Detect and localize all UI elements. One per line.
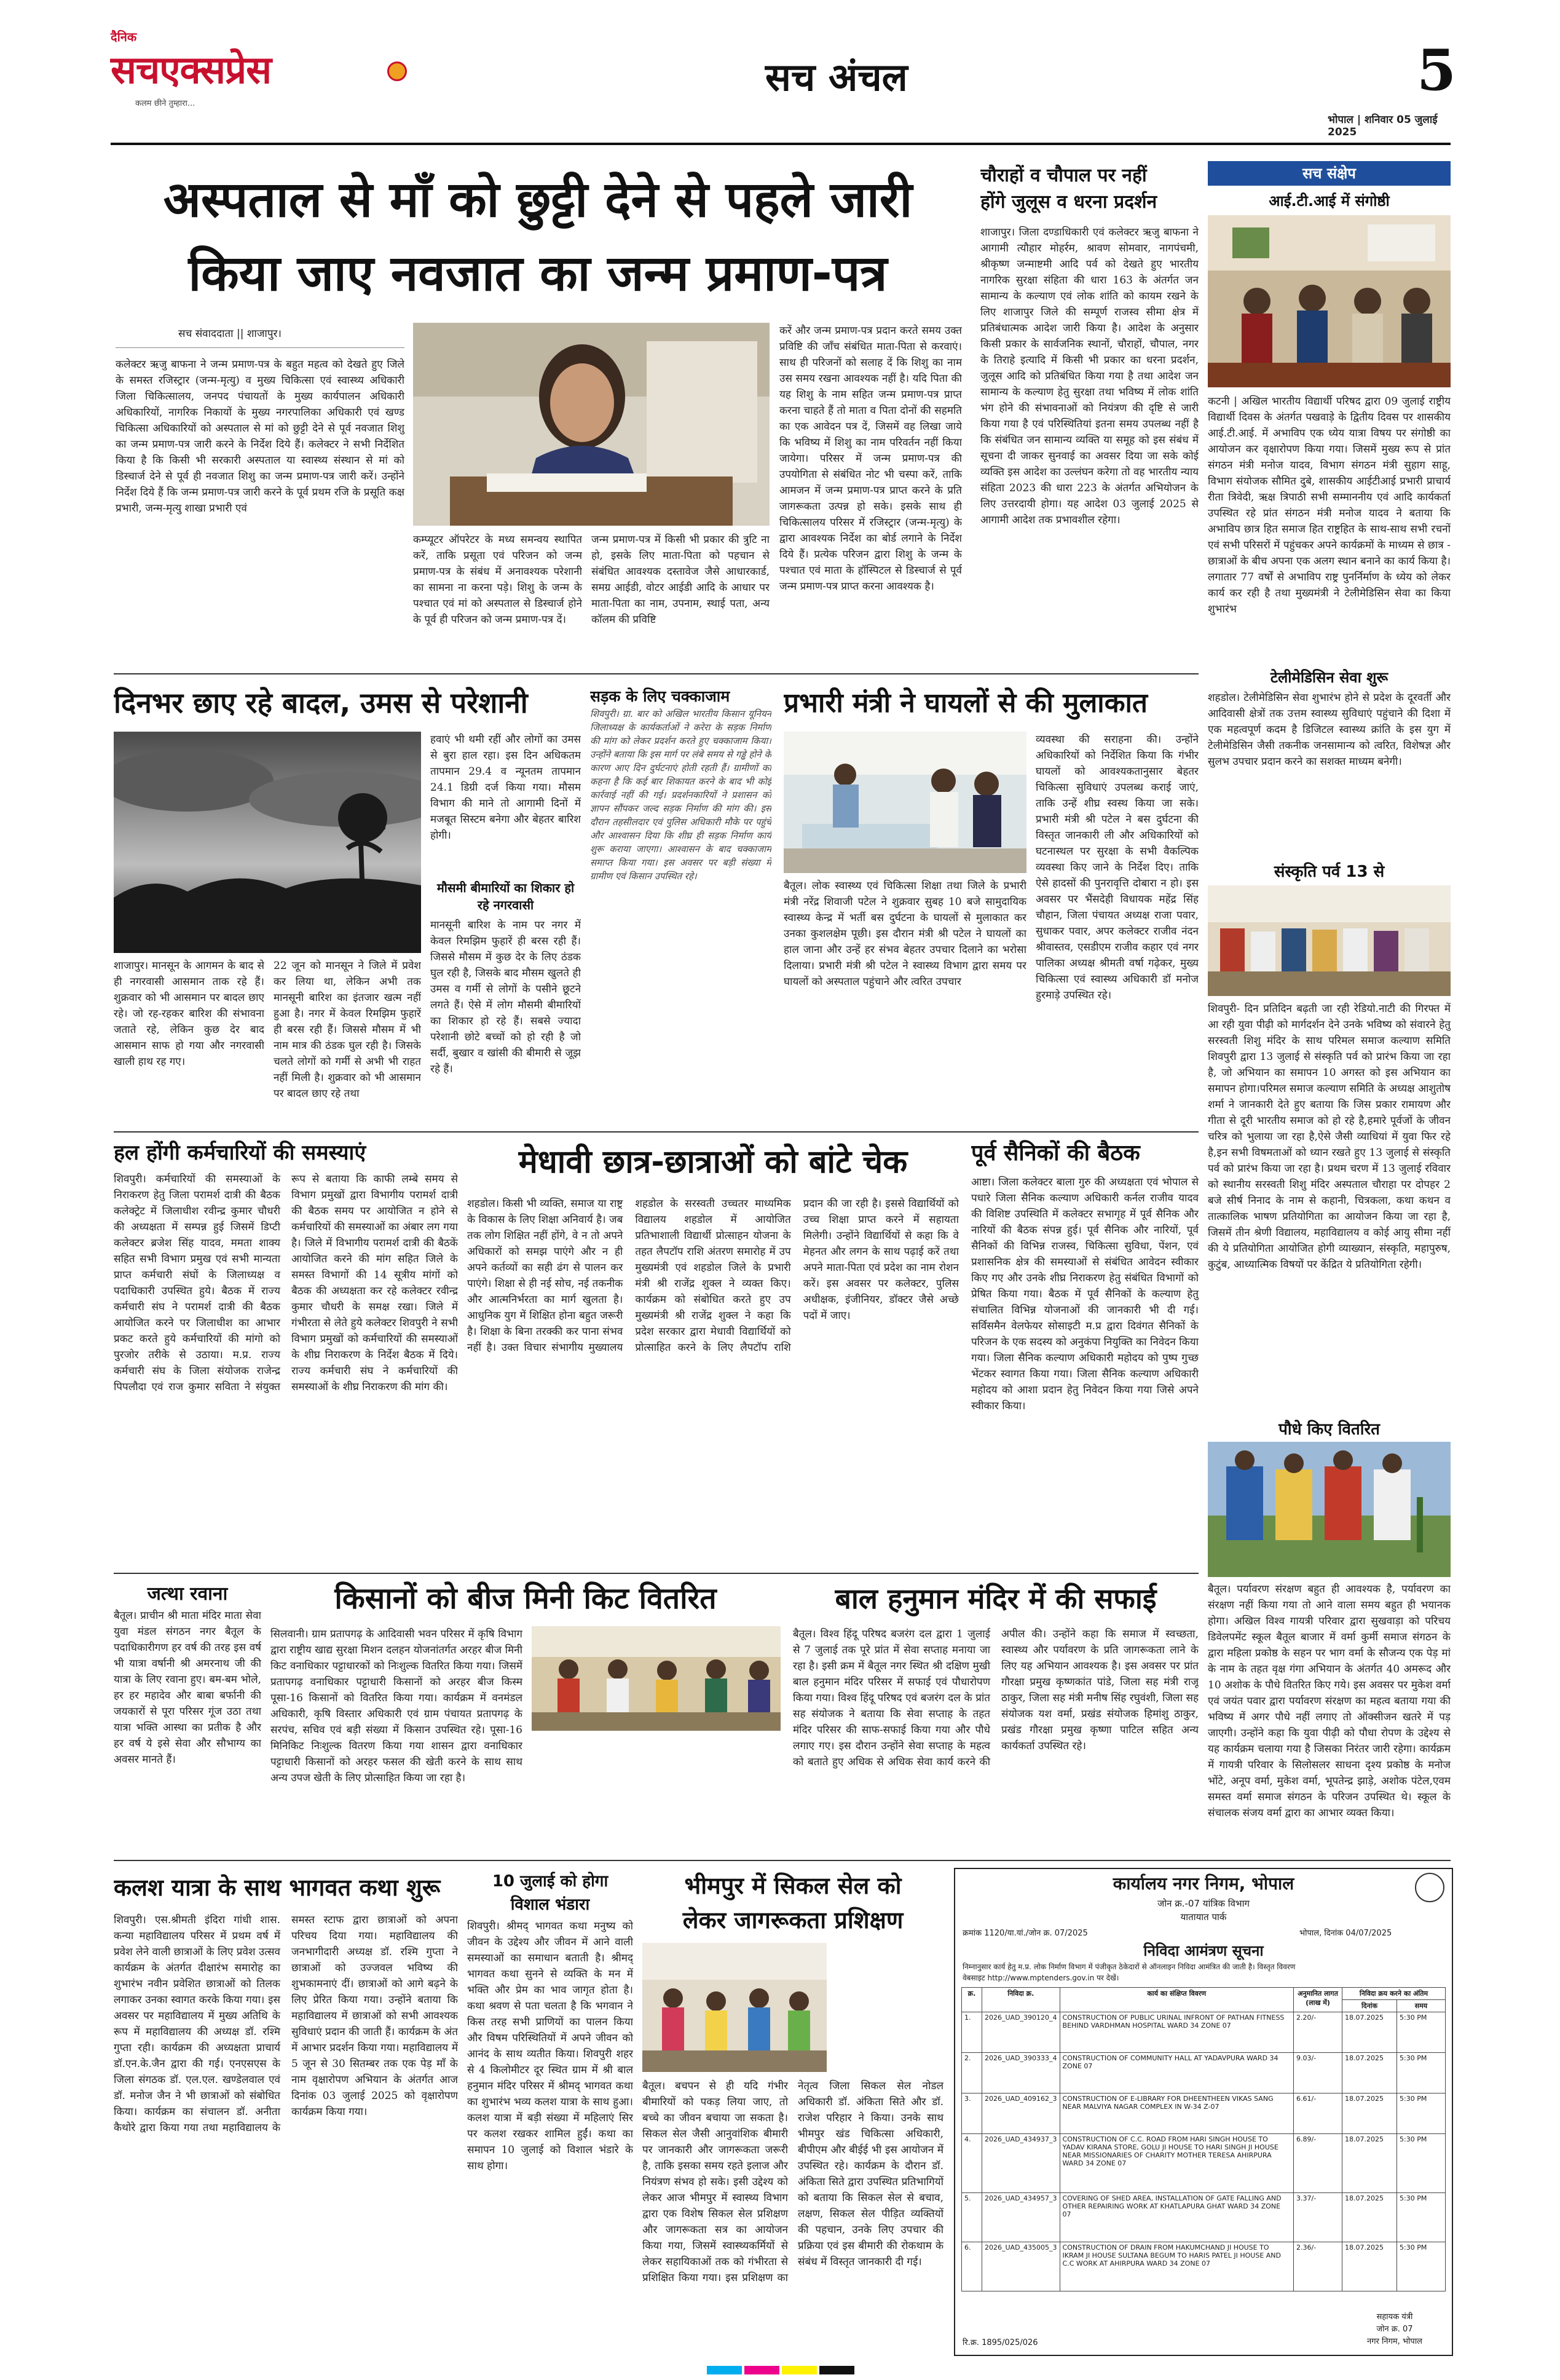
minister-body-2: व्यवस्था की सराहना की। उन्होंने अधिकारियों को निर्देशित किया कि गंभीर घायलों को आवश्यकतानुसार बेहतर चिकित्सा सुविधाएं उपलब्ध कराई जाएं, ताकि उन्हें शीघ्र स्वस्थ किया जा सके। प्रभारी मंत्री श्री पटेल ने बस दुर्घटना की विस्तृत जानकारी ली और अधिकारियों को घटनास्थल पर सुरक्षा के सभी वैकल्पिक व्यवस्था किए जाने के निर्देश दिए। ताकि ऐसे हादसों की पुनरावृत्ति दोबारा न हो। इस अवसर पर भैंसदेही विधायक महेंद्र सिंह चौहान, जिला पंचायत अध्यक्ष राजा पवार, सुधाकर पवार, अपर कलेक्टर राजीव नंदन श्रीवास्तव, एसडीएम राजीव कहार एवं नगर पालिका अध्यक्ष श्रीमती वर्षा गढ़ेकर, मुख्य चिकित्सा एवं स्वास्थ्य अधिकारी डॉ मनोज हुरमाड़े उपस्थित रहे। <box>1036 733 1199 1002</box>
kalash-body <box>114 1912 458 2361</box>
masthead-small: दैनिक <box>111 30 137 44</box>
weather-body-1: शाजापुर। मानसून के आगमन के बाद से ही नगरवासी आसमान ताक रहे हैं। शुक्रवार को भी आसमान पर बादल छाए रहे। जो रह-रहकर बारिश की संभावना जताते रहे, लेकिन कुछ देर बाद आसमान साफ हो गया और नगरवासी खाली हाथ रह गए। <box>114 960 264 1068</box>
tender-footer-no: रि.क्र. 1895/025/026 <box>963 2338 1038 2347</box>
lead-column-4: करें और जन्म प्रमाण-पत्र प्रदान करते समय उक्त प्रविष्टि की जाँच संबंधित माता-पिता से करवाएं। साथ ही परिजनों को सलाह दें कि शिशु का नाम उस समय रखना आवश्यक नहीं है। यदि पिता की यह शिशु के नाम सहित जन्म प्रमाण-पत्र प्राप्त करना चाहते हैं तो माता व पिता दोनों की सहमति का एक आवेदन पत्र दें, जिसमें वह लिखा जाये कि भविष्य में शिशु का नाम परिवर्तन नहीं किया जायेगा। परिसर में जन्म प्रमाण-पत्र की उपयोगिता से संबंधित नोट भी चस्पा करें, ताकि आमजन में जन्म प्रमाण-पत्र प्राप्त करने के प्रति जागरूकता उत्पन्न हो सके। इसके साथ ही चिकित्सालय परिसर में रजिस्ट्रार (जन्म-मृत्यु) के द्वारा आवश्यक निर्देश का बोर्ड लगाने के निर्देश दिये हैं। प्रत्येक परिजन द्वारा शिशु के जन्म के पश्चात एवं माता के हॉस्पिटल से डिस्चार्ज से पूर्व जन्म प्रमाण-पत्र प्राप्त करना आवश्यक है। <box>779 325 962 593</box>
temple-body <box>793 1626 1199 1851</box>
cell-date: 18.07.2025 <box>1342 2012 1397 2053</box>
cell-tender-no: 2026_UAD_390120_4 <box>982 2012 1060 2053</box>
bhandara-headline-line2: विशाल भंडारा <box>510 1896 590 1914</box>
sickle-body-text: बैतूल। बचपन से ही यदि गंभीर बीमारियों को पकड़ लिया जाए, तो बच्चे का जीवन बचाया जा सकता है। सिकल सेल जैसी आनुवांशिक बीमारी पर जानकारी और जागरूकता जरूरी है, ताकि इसका समय रहते इलाज और नियंत्रण संभव हो सके। इसी उद्देश्य को लेकर आज भीमपुर में स्वास्थ्य विभाग द्वारा एक विशेष सिकल सेल प्रशिक्षण और जागरूकता सत्र का आयोजन किया गया, जिसमें स्वास्थ्यकर्मियों से लेकर सहायिकाओं तक को गंभीरता से प्रशिक्षित किया गया। इस प्रशिक्षण का नेतृत्व जिला सिकल सेल नोडल अधिकारी डॉ. अंकिता सिते और डॉ. राजेश परिहार ने किया। उनके साथ भीमपुर खंड चिकित्सा अधिकारी, बीपीएम और बीईई भी इस आयोजन में उपस्थित रहे। कार्यक्रम के दौरान डॉ. अंकिता सिते द्वारा उपस्थित प्रतिभागियों को बताया कि सिकल सेल से बचाव, लक्षण, सिकल सेल पीड़ित व्यक्तियों की पहचान, उनके लिए उपचार की प्रक्रिया एवं इस बीमारी की रोकथाम के संबंध में विस्तृत जानकारी दी गई। <box>642 2080 943 2284</box>
bhandara-headline-line1: 10 जुलाई को होगा <box>492 1872 609 1891</box>
workers-headline: हल होंगी कर्मचारियों की समस्याएं <box>114 1141 366 1165</box>
cell-sn: 5. <box>962 2193 982 2242</box>
row5-rule <box>114 1860 1451 1861</box>
th-time: समय <box>1397 2000 1446 2012</box>
seeds-photo <box>532 1626 781 1731</box>
lead-byline: सच संवाददाता || शाजापुर। <box>178 328 282 340</box>
row3-rule <box>114 1131 1199 1133</box>
weather-headline: दिनभर छाए रहे बादल, उमस से परेशानी <box>114 686 528 719</box>
cell-date: 18.07.2025 <box>1342 2193 1397 2242</box>
cell-cost: 9.03/- <box>1294 2053 1342 2093</box>
masthead <box>111 25 1457 141</box>
cell-cost: 6.89/- <box>1294 2134 1342 2193</box>
tender-title: निविदा आमंत्रण सूचना <box>1143 1942 1264 1959</box>
festival-headline-line1: चौराहों व चौपाल पर नहीं <box>980 165 1147 186</box>
page-number: 5 <box>1417 37 1457 103</box>
veterans-body: आष्टा। जिला कलेक्टर बाला गुरु की अध्यक्षता एवं भोपाल से पधारे जिला सैनिक कल्याण अधिकारी कर्नल राजीव यादव की विशिष्ट उपस्थिति में कलेक्टर सभागृह में पूर्व सैनिक और नारियों की बैठक संपन्न हुई। पूर्व सैनिक और नारियों, पूर्व सैनिकों की विभिन्न राजस्व, चिकित्सा सुविधा, पेंशन, एवं प्रशासनिक क्षेत्र की समस्याओं से संबंधित आवेदन स्वीकार किए गए और उनके शीघ्र निराकरण हेतु संबंधित विभागों को प्रेषित किया गया। बैठक में पूर्व सैनिकों के कल्याण हेतु संचालित विभिन्न योजनाओं की जानकारी भी दी गई। सर्विसमैन वेलफेयर सोसाइटी म.प्र द्वारा दिवंगत सैनिकों के परिजन के एक सदस्य को अनुकंपा नियुक्ति का निवेदन किया गया। जिला सैनिक कल्याण अधिकारी महोदय को पुष्प गुच्छ भेंटकर स्वागत किया गया। जिला सैनिक कल्याण अधिकारी महोदय को आशा प्रदान हेतु निवेदन किया गया जिसे अपने स्वीकार किया। <box>971 1176 1199 1412</box>
sickle-body <box>642 2078 943 2361</box>
cell-tender-no: 2026_UAD_409162_3 <box>982 2093 1060 2134</box>
workers-body-text: शिवपुरी। कर्मचारियों की समस्याओं के निराकरण हेतु जिला परामर्श दात्री की बैठक कलेक्ट्रेट में जिलाधीश रवीन्द्र कुमार चौधरी की अध्यक्षता में सम्पन्न हुई जिसमें डिप्टी कलेक्टर ब्रजेश सिंह यादव, ममता शाक्य सहित सभी विभाग प्रमुख एवं सभी मान्यता प्राप्त कर्मचारी संघों के जिलाध्यक्ष व पदाधिकारी उपस्थित हुये। बैठक में राज्य कर्मचारी संघ ने परामर्श दात्री की बैठक आयोजित करने पर जिलाधीश का आभार प्रकट करते हुये कर्मचारियों की मांगो को पुरजोर तरीके से उठाया। म.प्र. राज्य कर्मचारी संघ के जिला संयोजक राजेन्द्र पिपलौदा एवं राज कुमार सविता ने संयुक्त रूप से बताया कि काफी लम्बे समय से विभाग प्रमुखों द्वारा विभागीय परामर्श दात्री की बैठक समय पर आयोजित न होने से कर्मचारियों की समस्याओं का अंबार लग गया है। जिले में विभागीय परामर्श दात्री की बैठकें आयोजित करने की मांग सहित जिले के समस्त विभागों की 14 सूत्रीय मांगों को बैठक की अध्यक्षता कर रहे कलेक्टर रवीन्द्र कुमार चौधरी के समक्ष रखा। जिले में गंभीरता से लेते हुये कलेक्टर शिवपुरी ने सभी विभाग प्रमुखों को कर्मचारियों की समस्याओं के शीघ्र निराकरण के निर्देश बैठक में दिये। राज्य कर्मचारी संघ ने कर्मचारियों की समस्याओं के शीघ्र निराकरण की मांग की। <box>114 1173 458 1393</box>
tender-sign-2: जोन क्र. 07 <box>1376 2325 1413 2334</box>
minister-photo <box>784 732 1026 873</box>
cmyk-cyan <box>707 2366 742 2374</box>
students-body <box>467 1196 959 1565</box>
cmyk-magenta <box>744 2366 779 2374</box>
cell-date: 18.07.2025 <box>1342 2093 1397 2134</box>
cell-cost: 2.36/- <box>1294 2242 1342 2291</box>
sickle-headline-line2: लेकर जागरूकता प्रशिक्षण <box>682 1907 904 1934</box>
cell-date: 18.07.2025 <box>1342 2134 1397 2193</box>
cmyk-yellow <box>782 2366 817 2374</box>
tender-site: वेबसाइट http://www.mptenders.gov.in पर देखें। <box>963 1974 1119 1982</box>
weather-subheadline-text: मौसमी बीमारियों का शिकार हो रहे नगरवासी <box>436 880 575 912</box>
cell-sn: 1. <box>962 2012 982 2053</box>
minister-headline: प्रभारी मंत्री ने घायलों से की मुलाकात <box>784 687 1148 719</box>
road-headline: सड़क के लिए चक्काजाम <box>590 687 730 705</box>
cmyk-black <box>819 2366 854 2374</box>
sidebar-item2-title: टेलीमेडिसिन सेवा शुरू <box>1270 669 1389 686</box>
table-row <box>962 2053 1446 2093</box>
lead-photo <box>413 323 770 526</box>
tender-dept: यातायात पार्क <box>1180 1912 1227 1923</box>
cell-time: 5:30 PM <box>1397 2093 1446 2134</box>
cell-sn: 3. <box>962 2093 982 2134</box>
cell-work: CONSTRUCTION OF C.C. ROAD FROM HARI SINGH HOUSE TO YADAV KIRANA STORE, GOLU JI HOUSE TO HARI SINGH JI HOUSE NEAR MISSIONARIES OF CHARITY MOTHER TERESA AHIRPURA WARD 34 ZONE 07 <box>1060 2134 1293 2193</box>
festival-body: शाजापुर। जिला दण्डाधिकारी एवं कलेक्टर ऋजु बाफना ने आगामी त्यौहार मोहर्रम, श्रावण सोमवार, नागपंचमी, श्रीकृष्ण जन्माष्टमी आदि पर्व को देखते हुए भारतीय नागरिक सुरक्षा संहिता की धारा 163 के अंतर्गत जन सामान्य के कल्याण एवं लोक शांति को कायम रखने के लिए शाजापुर जिले की सम्पूर्ण राजस्व सीमा क्षेत्र में प्रतिबंधात्मक आदेश जारी किया है। आदेश के अनुसार किसी प्रकार के सार्वजनिक स्थानों, चौराहों, चौपाल, नगर के तिराहे इत्यादि में किसी भी प्रकार का धरना प्रदर्शन, जुलूस आदि को प्रतिबंधित किया गया है तथा आदेश जन सामान्य के कल्याण हेतु सुरक्षा तथा भविष्य में लोक शांति भंग होने की संभावनाओं को नियंत्रण की दृष्टि से जारी किया गया है एवं परिस्थितियां इतना समय उपलब्ध नहीं है कि संबंधित जन सामान्य व्यक्ति या समूह को इस संबंध में सूचना दी जाकर सुनवाई का अवसर दिया जा सके कोई व्यक्ति इस आदेश का उल्लंघन करेगा तो वह भारतीय न्याय संहिता 2023 की धारा 223 के अंतर्गत अभियोजन के लिए उत्तरदायी होगा। यह आदेश 03 जुलाई 2025 से आगामी आदेश तक प्रभावशील रहेगा। <box>980 226 1199 526</box>
cell-work: CONSTRUCTION OF DRAIN FROM HAKUMCHAND JI HOUSE TO IKRAM JI HOUSE SULTANA BEGUM TO HARIS PATEL JI HOUSE AND C.C WORK AT AHIRPURA WARD 34 ZONE 07 <box>1060 2242 1293 2291</box>
cell-date: 18.07.2025 <box>1342 2053 1397 2093</box>
lead-byline-rule <box>116 347 404 348</box>
cell-time: 5:30 PM <box>1397 2193 1446 2242</box>
cell-cost: 6.61/- <box>1294 2093 1342 2134</box>
tender-table <box>961 1987 1446 2291</box>
tender-table-wrap <box>961 1987 1446 2291</box>
tender-ref-no: क्रमांक 1120/या.यां./जोन क्र. 07/2025 <box>963 1929 1088 1938</box>
sickle-photo <box>642 1943 827 2072</box>
cell-tender-no: 2026_UAD_435005_3 <box>982 2242 1060 2291</box>
table-row <box>962 2134 1446 2193</box>
lead-headline-line2: किया जाए नवजात का जन्म प्रमाण-पत्र <box>188 245 888 302</box>
veterans-headline: पूर्व सैनिकों की बैठक <box>971 1141 1140 1166</box>
kalash-headline: कलश यात्रा के साथ भागवत कथा शुरू <box>114 1874 441 1901</box>
masthead-tagline: कलम छीने तुम्हारा... <box>135 99 195 108</box>
temple-body-text: बैतूल। विश्व हिंदू परिषद बजरंग दल द्वारा 1 जुलाई से 7 जुलाई तक पूरे प्रांत में सेवा सप्ताह मनाया जा रहा है। इसी क्रम में बैतूल नगर स्थित श्री दक्षिण मुखी बाल हनुमान मंदिर परिसर में सफाई एवं पौधारोपण किया गया। विश्व हिंदू परिषद एवं बजरंग दल के प्रांत सह संयोजक ने बताया कि सेवा सप्ताह के तहत मंदिर परिसर की साफ-सफाई किया गया और पौधे लगाए गए। इस दौरान उन्होंने सेवा सप्ताह के महत्व को बताते हुए अधिक से अधिक सेवा कार्य करने की अपील की। उन्होंने कहा कि समाज में स्वच्छता, स्वास्थ्य और पर्यावरण के प्रति जागरूकता लाने के लिए यह अभियान आवश्यक है। इस अवसर पर प्रांत गौरक्षा प्रमुख कृष्णकांत पांडे, जिला सह मंत्री राजू ठाकुर, जिला सह मंत्री मनीष सिंह रघुवंशी, जिला सह संयोजक यश वर्मा, प्रखंड संयोजक हिमांशु ठाकुर, प्रखंड गौरक्षा प्रमुख कृष्णा पाटिल सहित अन्य कार्यकर्ता उपस्थित रहे। <box>793 1628 1199 1768</box>
cell-tender-no: 2026_UAD_390333_4 <box>982 2053 1060 2093</box>
sidebar-label: सच संक्षेप <box>1208 161 1451 186</box>
kalash-body-text: शिवपुरी। एस.श्रीमती इंदिरा गांधी शास. कन्या महाविद्यालय परिसर में प्रथम वर्ष में प्रवेश लेने वाली छात्राओं के लिए प्रवेश उत्सव कार्यक्रम के अंतर्गत दीक्षारंभ समारोह का शुभारंभ नवीन प्रवेशित छात्राओं को तिलक लगाकर उनका स्वागत करके किया गया। इस अवसर पर महाविद्यालय में मुख्य अतिथि के रूप में महाविद्यालय की अध्यक्ष डॉ. रश्मि गुप्ता रही। कार्यक्रम की अध्यक्षता प्राचार्य डॉ.एन.के.जैन द्वारा की गई। एनएसएस के जिला संगठक डॉ. एल.एल. खण्डेलवाल एवं डॉ. मनोज जैन ने भी छात्राओं को संबोधित किया। कार्यक्रम का संचालन डॉ. अनीता कैथोरे द्वारा किया गया तथा महाविद्यालय के समस्त स्टाफ द्वारा छात्राओं को अपना परिचय दिया गया। महाविद्यालय की जनभागीदारी अध्यक्ष डॉ. रश्मि गुप्ता ने छात्राओं को उज्जवल भविष्य की शुभकामनाएं दीं। छात्राओं को आगे बढ़ने के लिए प्रेरित किया गया। उन्होंने बताया कि महाविद्यालय में छात्राओं को सभी आवश्यक सुविधाएं प्रदान की जाती हैं। कार्यक्रम के अंत में आभार प्रदर्शन किया गया। महाविद्यालय में 5 जून से 30 सितम्बर तक एक पेड़ माँ के नाम वृक्षारोपण अभियान के अंतर्गत आज दिनांक 03 जुलाई 2025 को वृक्षारोपण कार्यक्रम किया गया। <box>114 1914 458 2134</box>
cell-tender-no: 2026_UAD_434957_3 <box>982 2193 1060 2242</box>
section-title: सच अंचल <box>765 55 908 100</box>
sidebar-item3-body: शिवपुरी- दिन प्रतिदिन बढ़ती जा रही रेडियो.नाटी की गिरफ्त में आ रही युवा पीढ़ी को मार्गदर्शन देने उनके भविष्य को संवारने हेतु सरस्वती शिशु मंदिर के साथ परिमल समाज कल्याण समिति शिवपुरी द्वारा 13 जुलाई से संस्कृति पर्व को प्रारंभ किया जा रहा है, जो अभियान का समापन 10 अगस्त को इस अभियान का समापन होगा।परिमल समाज कल्याण समिति के अध्यक्ष आशुतोष शर्मा ने जानकारी देते हुए बताया कि जिस प्रकार रामायण और गीता से दूरी भारतीय समाज को हो रहे है,हमारे पूर्वजों के जीवन चरित्र को भुलाया जा रहा है,ऐसे जैसी व्याधियां में युवा फिर रहे है,इन सभी विषमताओं को ध्यान रखते हुए 13 जुलाई से संस्कृति पर्व को प्रारंभ किया जा रहा है। प्रथम चरण में 13 जुलाई रविवार को स्थानीय सरस्वती शिशु मंदिर अस्पताल चौराहा पर दोपहर 2 बजे सीर्ष निनाद के नाम से कहानी, चित्रकला, कथा कथन व तात्कालिक भाषण प्रतियोगिता का आयोजन किया जा रहा है, जिसमें तीन श्रेणी विद्यालय, महाविद्यालय व कोई आयु सीमा नहीं की ये प्रतियोगिता आयोजित होगी व्याख्यान, संस्कृति, महापुरुष, कुटुंब, आध्यात्मिक विषयों पर केंद्रित ये प्रतियोगिता रहेगी। <box>1208 1003 1451 1271</box>
th-day: दिनांक <box>1342 2000 1397 2012</box>
cell-time: 5:30 PM <box>1397 2242 1446 2291</box>
cell-sn: 2. <box>962 2053 982 2093</box>
lead-headline-line1: अस्पताल से माँ को छुट्टी देने से पहले जारी <box>163 171 913 228</box>
sidebar-item4-body: बैतूल। पर्यावरण संरक्षण बहुत ही आवश्यक है, पर्यावरण का संरक्षण नहीं किया गया तो आने वाला समय बहुत ही भयानक होगा। अखिल विश्व गायत्री परिवार द्वारा सुखवाड़ा को परिचय डिवेलपमेंट स्कूल बैतूल बाजार में वर्मा कुर्मी समाज संगठन के द्वारा महिला प्रकोष्ठ के सहन पर भाग वर्मा के सौजन्य एक पेड़ मां के नाम के तहत वृक्ष गंगा अभियान के अंतर्गत 40 अमरूद और 10 अशोक के पौधे वितरित किए गये। इस अवसर पर मुकेश वर्मा एवं जयंत पवार द्वारा पर्यावरण संरक्षण का महत्व बताया गया की भविष्य में अगर पौधे नहीं लगाए तो ऑक्सीजन खतरे में पड़ जाएगी। उन्होंने कहा कि युवा पीढ़ी को पौधा रोपण के उद्देश्य से यह कार्यक्रम चलाया गया है जिसका निरंतर जारी रहेगा। कार्यक्रम में गायत्री परिवार के सिलोसलर साधना दृश्य प्रकोष्ठ के मनोज भोंटे, अनूप वर्मा, मुकेश वर्मा, भूपतेन्द्र झाड़े, अशोक पंटेल,एवम समस्त वर्मा समाज संगठन के परिजन उपस्थित थे। स्कूल के संचालक संजय वर्मा द्वारा का आभार व्यक्त किया। <box>1208 1583 1451 1819</box>
dateline: भोपाल | शनिवार 05 जुलाई 2025 <box>1328 114 1438 138</box>
seeds-body: सिलवानी। ग्राम प्रतापगढ़ के आदिवासी भवन परिसर में कृषि विभाग द्वारा राष्ट्रीय खाद्य सुरक्षा मिशन दलहन योजनांतर्गत अरहर बीज मिनी किट वनाधिकार पट्टाधारकों को निःशुल्क वितरित किया गया। जिसमें प्रतापगढ़ वनाधिकार पट्टाधारी किसानों को अरहर बीज किस्म पूसा-16 किसानों को वितरित किया गया। कार्यक्रम में वनमंडल अधिकारी, कृषि विस्तार अधिकारी एवं ग्राम पंचायत प्रतापगढ़ के सरपंच, सचिव एवं बड़ी संख्या में किसान उपस्थित रहे। पूसा-16 मिनिकिट निःशुल्क वितरण किया गया शासन द्वारा वनाधिकार पट्टाधारी किसानों को अरहर फसल की खेती करने के साथ साथ अन्य उपज खेती के लिए प्रोत्साहित किया जा रहा है। <box>270 1628 522 1784</box>
sidebar-item1-body: कटनी | अखिल भारतीय विद्यार्थी परिषद द्वारा 09 जुलाई राष्ट्रीय विद्यार्थी दिवस के अंतर्गत पखवाड़े के द्वितीय दिवस पर शासकीय आई.टी.आई. में अभाविप एक ध्येय यात्रा विषय पर संगोष्ठी का आयोजन कर वृक्षारोपण किया गया। जिसमें मुख्य रूप से प्रांत संगठन मंत्री मनोज यादव, विभाग संगठन मंत्री सुहाग साहू, विभाग संयोजक सौमित दुबे, शासकीय आईटीआई प्रभारी प्राचार्य रीता त्रिवेदी, ऋक्ष त्रिपाठी सभी सम्माननीय एवं आदि कार्यकर्ता उपस्थित रहे प्रांत संगठन मंत्री मनोज यादव ने बताया कि अभाविप छात्र हित समाज हित राष्ट्रहित के साथ-साथ सभी रचनों एवं सभी परिसरों में पहुंचकर अपने कार्यक्रमों के माध्यम से छात्र - छात्राओं के बीच अपना एक अलग स्थान बनाने का कार्य किया है। लगातार 77 वर्षों से अभाविप राष्ट्र पुनर्निर्माण के ध्येय को लेकर कार्य कर रही है तथा मुख्यमंत्री ने टेलीमेडिसिन सेवा का किया शुभारंभ <box>1208 395 1451 615</box>
table-row <box>962 2012 1446 2053</box>
th-tender: निविदा क्र. <box>982 1988 1060 2012</box>
sickle-headline-line1: भीमपुर में सिकल सेल को <box>684 1872 902 1899</box>
weather-subheadline <box>430 879 581 914</box>
row2-rule <box>114 673 1199 674</box>
sidebar-item2-body: शहडोल। टेलीमेडिसिन सेवा शुभारंभ होने से प्रदेश के दूरवर्ती और आदिवासी क्षेत्रों तक उत्तम स्वास्थ्य सुविधाएं पहुंचाने की दिशा में एक महत्वपूर्ण कदम है डिजिटल स्वास्थ्य क्रांति के इस युग में टेलीमेडिसिन जैसी तकनीक जनसामान्य को त्वरित, विशेषज्ञ और सुलभ उपचार प्रदान करने का सशक्त माध्यम बनेगी। <box>1208 692 1451 768</box>
cell-time: 5:30 PM <box>1397 2134 1446 2193</box>
th-work: कार्य का संक्षिप्त विवरण <box>1060 1988 1293 2012</box>
weather-body-3: हवाएं भी थमी रहीं और लोगों का उमस से बुरा हाल रहा। इस दिन अधिकतम तापमान 29.4 व न्यूनतम तापमान 24.1 डिग्री दर्ज किया गया। मौसम विभाग की माने तो आगामी दिनों में मजबूत सिस्टम बनेगा और बेहतर बारिश होगी। <box>430 733 581 842</box>
tender-ad <box>954 1868 1453 2356</box>
sidebar-item4-title: पौधे किए वितरित <box>1278 1420 1380 1439</box>
masthead-brand: सचएक्सप्रेस <box>111 47 272 92</box>
sidebar-item4-photo <box>1208 1442 1451 1577</box>
festival-headline-line2: होंगे जुलूस व धरना प्रदर्शन <box>980 191 1157 213</box>
weather-body-2: 22 जून को मानसून ने जिले में प्रवेश कर लिया था, लेकिन अभी तक मानसूनी बारिश का इंतजार खत्म नहीं हुआ है। नगर में केवल रिमझिम फुहारें ही बरस रही हैं। जिससे मौसम में भी नाम मात्र की ठंडक घुल रही है। जिसके चलते लोगों को गर्मी से अभी भी राहत नहीं मिली है। शुक्रवार को भी आसमान पर बादल छाए रहे तथा <box>274 960 421 1100</box>
table-row <box>962 2093 1446 2134</box>
sidebar-item3-photo <box>1208 885 1451 996</box>
seeds-headline: किसानों को बीज मिनी किट वितरित <box>334 1581 717 1616</box>
th-sn: क्र. <box>962 1988 982 2012</box>
workers-body <box>114 1171 458 1565</box>
tender-intro: निम्नानुसार कार्य हेतु म.प्र. लोक निर्माण विभाग में पंजीकृत ठेकेदारों से ऑनलाइन निविदा आमंत्रित की जाती है। विस्तृत विवरण <box>963 1963 1296 1971</box>
cell-time: 5:30 PM <box>1397 2012 1446 2053</box>
th-date: निविदा क्रय करने का अंतिम <box>1342 1988 1446 2000</box>
seeds-body-2 <box>532 1737 781 1851</box>
table-row <box>962 2193 1446 2242</box>
students-headline: मेधावी छात्र-छात्राओं को बांटे चेक <box>518 1144 908 1180</box>
lead-column-3: जन्म प्रमाण-पत्र में किसी भी प्रकार की त्रुटि ना हो, इसके लिए माता-पिता को पहचान से संबंधित आवश्यक दस्तावेज जैसे आधारकार्ड, समग्र आईडी, वोटर आईडी आदि के आधार पर माता-पिता का नाम, उपनाम, स्थाई पता, अन्य कॉलम की प्रविष्टि <box>591 534 770 626</box>
bhandara-body: शिवपुरी। श्रीमद् भागवत कथा मनुष्य को जीवन के उद्देश्य और जीवन में आने वाली समस्याओं का समाधान बताती है। श्रीमद् भागवत कथा सुनने से व्यक्ति के मन में भक्ति और प्रेम का भाव जागृत होता है। कथा श्रवण से पता चलता है कि भगवान ने किस तरह सभी प्राणियों का पालन किया और विषम परिस्थितियों में अपने जीवन को आनंद के साथ व्यतीत किया। शिवपुरी शहर से 4 किलोमीटर दूर स्थित ग्राम में श्री बाल हनुमान मंदिर परिसर में श्रीमद् भागवत कथा का शुभारंभ भव्य कलश यात्रा के साथ हुआ। कलश यात्रा में बड़ी संख्या में महिलाएं सिर पर कलश रखकर शामिल हुईं। कथा का समापन 10 जुलाई को विशाल भंडारे के साथ होगा। <box>467 1920 633 2172</box>
table-row <box>962 2242 1446 2291</box>
road-body: शिवपुरी। ग्रा. बार को अखिल भारतीय किसान यूनियन जिलाध्यक्ष के कार्यकर्ताओं ने करेरा के सड़क निर्माण की मांग को लेकर प्रदर्शन करते हुए चक्काजाम किया। उन्होंने बताया कि इस मार्ग पर लंबे समय से गड्ढे होने के कारण आए दिन दुर्घटनाएं होती रहती हैं। ग्रामीणों का कहना है कि कई बार शिकायत करने के बाद भी कोई कार्रवाई नहीं की गई। प्रदर्शनकारियों ने प्रशासन को ज्ञापन सौंपकर जल्द सड़क निर्माण की मांग की। इस दौरान तहसीलदार एवं पुलिस अधिकारी मौके पर पहुंचे और आश्वासन दिया कि शीघ्र ही सड़क निर्माण कार्य शुरू कराया जाएगा। आश्वासन के बाद चक्काजाम समाप्त किया गया। इस अवसर पर बड़ी संख्या में ग्रामीण एवं किसान उपस्थित रहे। <box>590 708 771 882</box>
cell-work: CONSTRUCTION OF COMMUNITY HALL AT YADAVPURA WARD 34 ZONE 07 <box>1060 2053 1293 2093</box>
lead-column-1: कलेक्टर ऋजु बाफना ने जन्म प्रमाण-पत्र के बहुत महत्व को देखते हुए जिले के समस्त रजिस्ट्रार (जन्म-मृत्यु) व मुख्य चिकित्सा एवं स्वास्थ्य अधिकारी जिला चिकित्सालय, जनपद पंचायतों के मुख्य कार्यपालन अधिकारी अधिकारियों, नागरिक निकायों के मुख्य नगरपालिका अधिकारी एवं खण्ड चिकित्सा अधिकारियों को अस्पताल से मां को छुट्टी देने से पूर्व नवजात शिशु का जन्म प्रमाण-पत्र जारी करने के निर्देश दिये हैं। कलेक्टर ने सभी निर्देशित किया है कि किसी भी सरकारी अस्पताल या स्वास्थ्य संस्थान से मां को डिस्चार्ज देने से पूर्व ही नवजात शिशु का जन्म प्रमाण-पत्र जारी करें। उन्होंने निर्देश दिये हैं कि जन्म प्रमाण-पत्र जारी करने के पूर्व प्रथम रजि के प्रसूति कक्ष प्रभारी, जन्म-मृत्यु शाखा प्रभारी एवं <box>116 358 404 515</box>
minister-body-1: बैतूल। लोक स्वास्थ्य एवं चिकित्सा शिक्षा तथा जिले के प्रभारी मंत्री नरेंद्र शिवाजी पटेल ने शुक्रवार सुबह 10 बजे सामुदायिक स्वास्थ्य केन्द्र में भर्ती बस दुर्घटना के घायलों से मुलाकात कर उनका कुशलक्षेम पूछी। इस दौरान मंत्री श्री पटेल ने घायलों का हाल जाना और उन्हें हर संभव बेहतर उपचार दिलाने का भरोसा दिलाया। प्रभारी मंत्री श्री पटेल ने स्वास्थ्य विभाग द्वारा समय पर घायलों को अस्पताल पहुंचाने और त्वरित उपचार <box>784 880 1026 988</box>
cell-tender-no: 2026_UAD_434937_3 <box>982 2134 1060 2193</box>
tender-zone: जोन क्र.-07 यांत्रिक विभाग <box>1157 1898 1250 1909</box>
cell-time: 5:30 PM <box>1397 2053 1446 2093</box>
tender-sign-1: सहायक यंत्री <box>1376 2312 1413 2322</box>
masthead-rule <box>111 143 1451 145</box>
yatra-body: बैतूल। प्राचीन श्री माता मंदिर माता सेवा युवा मंडल संगठन नगर बैतूल के पदाधिकारीगण हर वर्ष की तरह इस वर्ष भी यात्रा वर्षानी श्री अमरनाथ जी की यात्रा के लिए रवाना हुए। बम-बम भोले, हर हर महादेव और बाबा बर्फानी की जयकारों से पूरा परिसर गूंज उठा तथा यात्रा भक्ति आस्था का प्रतीक है और हर वर्ष ये इसे सेवा और सौभाग्य का अवसर मानते हैं। <box>114 1610 261 1766</box>
cell-work: COVERING OF SHED AREA, INSTALLATION OF GATE FALLING AND OTHER REPAIRING WORK AT KHATLAPURA GHAT WARD 34 ZONE 07 <box>1060 2193 1293 2242</box>
yatra-headline: जत्था रवाना <box>147 1583 228 1605</box>
cell-sn: 4. <box>962 2134 982 2193</box>
cell-cost: 3.37/- <box>1294 2193 1342 2242</box>
sidebar-item1-photo <box>1208 215 1451 387</box>
cell-date: 18.07.2025 <box>1342 2242 1397 2291</box>
sidebar-item1-title: आई.टी.आई में संगोष्ठी <box>1269 192 1390 210</box>
sidebar-item3-title: संस्कृति पर्व 13 से <box>1274 863 1385 881</box>
tender-office: कार्यालय नगर निगम, भोपाल <box>1113 1873 1294 1894</box>
th-cost: अनुमानित लागत (लाख में) <box>1294 1988 1342 2012</box>
tender-sign-3: नगर निगम, भोपाल <box>1367 2337 1422 2346</box>
weather-photo <box>114 732 421 953</box>
row4-rule <box>114 1573 1199 1574</box>
registration-marks-bottom <box>707 2366 854 2374</box>
brand-logo-mark <box>387 61 407 81</box>
weather-body-4: मानसूनी बारिश के नाम पर नगर में केवल रिमझिम फुहारें ही बरस रही हैं। जिससे मौसम में कुछ देर के लिए ठंडक घुल रही है, जिसके बाद मौसम खुलते ही उमस व गर्मी से लोगों के पसीने छूटने लगते हैं। ऐसे में लोग मौसमी बीमारियों का शिकार हो रहे हैं। सबसे ज्यादा परेशानी छोटे बच्चों को हो रही है जो सर्दी, बुखार व खांसी की बीमारी से जूझ रहे हैं। <box>430 919 581 1075</box>
cell-work: CONSTRUCTION OF E-LIBRARY FOR DHEENTHEEN VIKAS SANG NEAR MALVIYA NAGAR COMPLEX IN W-34 Z-07 <box>1060 2093 1293 2134</box>
cell-sn: 6. <box>962 2242 982 2291</box>
lead-column-2: कम्प्यूटर ऑपरेटर के मध्य समन्वय स्थापित करें, ताकि प्रसूता एवं परिजन को जन्म प्रमाण-पत्र के संबंध में अनावश्यक परेशानी का सामना ना करना पड़े। शिशु के जन्म के पश्चात एवं मां को अस्पताल से डिस्चार्ज होने के पूर्व ही परिजन को जन्म प्रमाण-पत्र दें। <box>413 534 582 626</box>
temple-headline: बाल हनुमान मंदिर में की सफाई <box>835 1582 1157 1615</box>
students-body-text: शहडोल। किसी भी व्यक्ति, समाज या राष्ट्र के विकास के लिए शिक्षा अनिवार्य है। जब तक लोग शिक्षित नहीं होंगे, वे न तो अपने अधिकारों को समझ पाएंगे और न ही अपने कर्तव्यों का सही ढंग से पालन कर पाएंगे। शिक्षा से ही नई सोच, नई तकनीक और आत्मनिर्भरता का मार्ग खुलता है। आधुनिक युग में शिक्षित होना बहुत जरूरी है। शिक्षा के बिना तरक्की कर पाना संभव नहीं है। उक्त विचार संभागीय मुख्यालय शहडोल के सरस्वती उच्चतर माध्यमिक विद्यालय शहडोल में आयोजित प्रतिभाशाली विद्यार्थी प्रोत्साहन योजना के तहत लैपटॉप राशि अंतरण समारोह में उप मुख्यमंत्री एवं शहडोल जिले के प्रभारी मंत्री श्री राजेंद्र शुक्ल ने व्यक्त किए। कार्यक्रम को संबोधित करते हुए उप मुख्यमंत्री श्री राजेंद्र शुक्ल ने कहा कि प्रदेश सरकार द्वारा मेधावी विद्यार्थियों को प्रोत्साहित करने के लिए लैपटॉप राशि प्रदान की जा रही है। इससे विद्यार्थियों को उच्च शिक्षा प्राप्त करने में सहायता मिलेगी। उन्होंने विद्यार्थियों से कहा कि वे मेहनत और लगन के साथ पढ़ाई करें तथा अपने माता-पिता एवं प्रदेश का नाम रोशन करें। इस अवसर पर कलेक्टर, पुलिस अधीक्षक, इंजीनियर, डॉक्टर जैसे अच्छे पदों में जाए। <box>467 1198 959 1354</box>
tender-ref-date: भोपाल, दिनांक 04/07/2025 <box>1299 1929 1392 1938</box>
cell-work: CONSTRUCTION OF PUBLIC URINAL INFRONT OF PATHAN FITNESS BEHIND VARDHMAN HOSPITAL WARD 34 ZONE 07 <box>1060 2012 1293 2053</box>
cell-cost: 2.20/- <box>1294 2012 1342 2053</box>
